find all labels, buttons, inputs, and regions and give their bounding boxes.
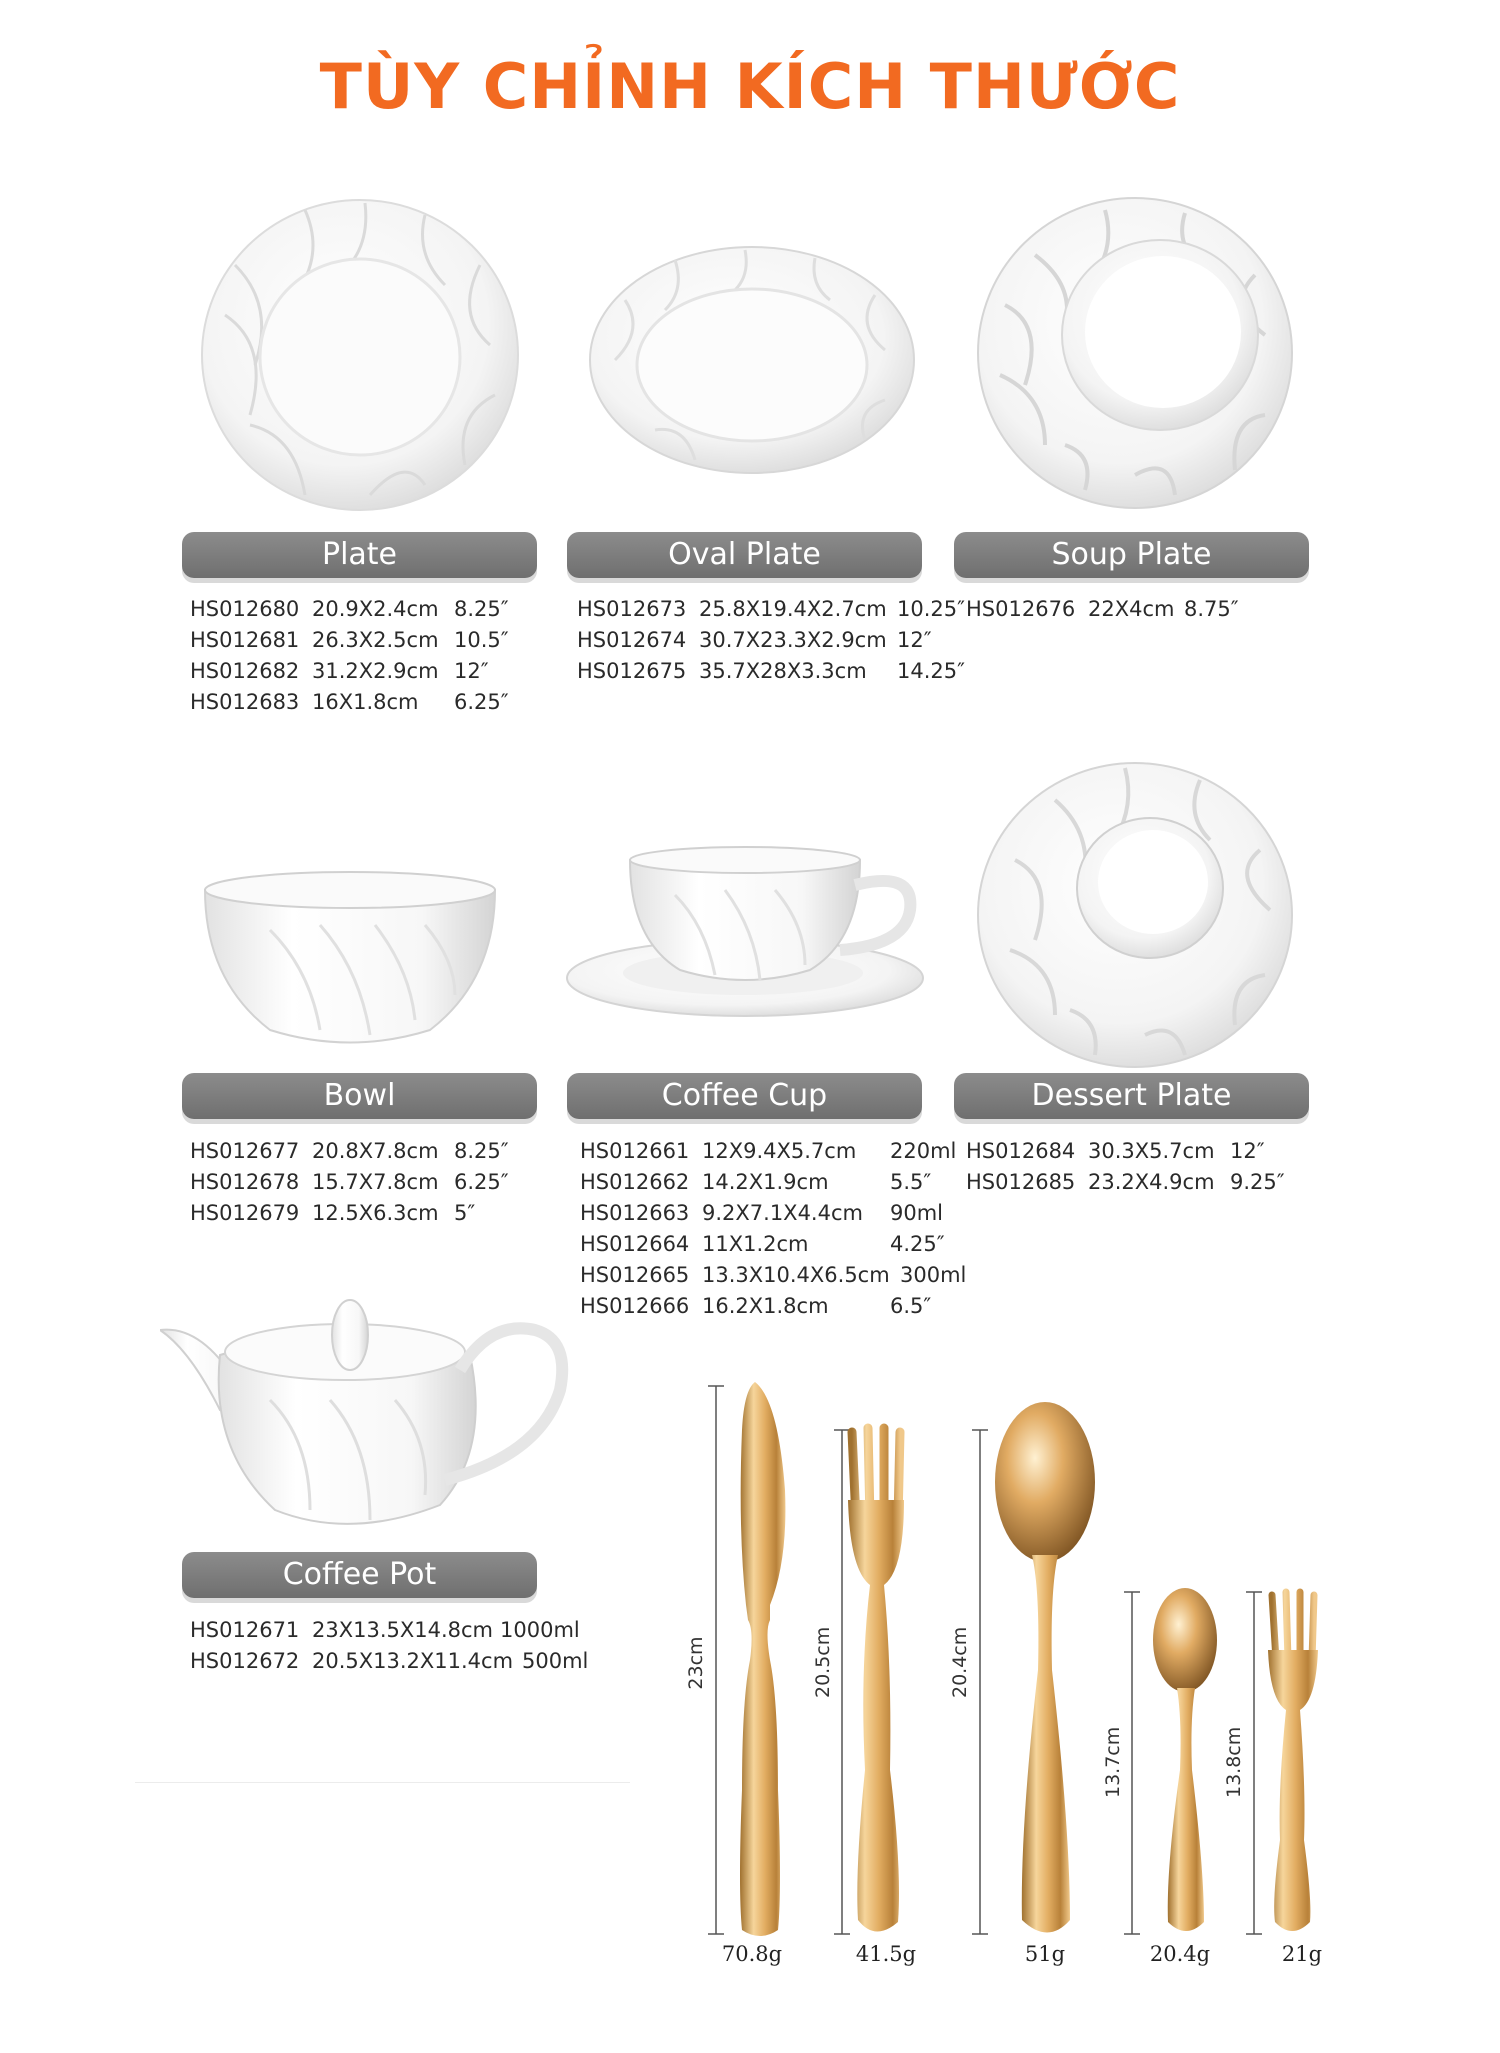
- spoon-weight: 51g: [1024, 1942, 1066, 1966]
- soup-plate-image: [975, 195, 1305, 515]
- spoon-shape: [995, 1402, 1095, 1933]
- teaspoon-shape: [1153, 1588, 1217, 1931]
- spec-row: HS012677 20.8X7.8cm 8.25″: [190, 1139, 509, 1163]
- spec-row: HS012661 12X9.4X5.7cm 220ml: [580, 1139, 957, 1163]
- knife-length-label: 23cm: [685, 1636, 707, 1690]
- spec-row: HS012685 23.2X4.9cm 9.25″: [966, 1170, 1285, 1194]
- spec-row: HS012662 14.2X1.9cm 5.5″: [580, 1170, 932, 1194]
- label-plate: Plate: [182, 532, 537, 578]
- spec-row: HS012663 9.2X7.1X4.4cm 90ml: [580, 1201, 944, 1225]
- dessert-plate-specs: [966, 1136, 1285, 1198]
- spec-row: HS012671 23X13.5X14.8cm 1000ml: [190, 1618, 580, 1642]
- divider: [135, 1782, 630, 1783]
- bowl-image: [200, 870, 500, 1050]
- label-coffee-pot: Coffee Pot: [182, 1552, 537, 1598]
- label-bowl: Bowl: [182, 1073, 537, 1119]
- spoon-length-label: 20.4cm: [949, 1626, 971, 1698]
- spec-row: HS012678 15.7X7.8cm 6.25″: [190, 1170, 509, 1194]
- spec-row: HS012675 35.7X28X3.3cm 14.25″: [577, 659, 965, 683]
- spec-row: HS012684 30.3X5.7cm 12″: [966, 1139, 1265, 1163]
- spec-row: HS012666 16.2X1.8cm 6.5″: [580, 1294, 932, 1318]
- spec-row: HS012679 12.5X6.3cm 5″: [190, 1201, 476, 1225]
- label-coffee-cup: Coffee Cup: [567, 1073, 922, 1119]
- spec-row: HS012664 11X1.2cm 4.25″: [580, 1232, 945, 1256]
- spec-row: HS012674 30.7X23.3X2.9cm 12″: [577, 628, 932, 652]
- small-fork-length-label: 13.8cm: [1223, 1726, 1245, 1798]
- spec-row: HS012680 20.9X2.4cm 8.25″: [190, 597, 509, 621]
- fork-length-label: 20.5cm: [812, 1626, 834, 1698]
- knife-weight: 70.8g: [721, 1942, 783, 1966]
- spec-row: HS012681 26.3X2.5cm 10.5″: [190, 628, 509, 652]
- cutlery-illustration: [660, 1370, 1360, 1945]
- soup-plate-specs: [966, 594, 1239, 625]
- dessert-plate-image: [975, 760, 1305, 1070]
- fork-shape: [848, 1428, 904, 1932]
- label-oval-plate: Oval Plate: [567, 532, 922, 578]
- oval-plate-image: [585, 240, 920, 480]
- label-soup-plate: Soup Plate: [954, 532, 1309, 578]
- small-fork-weight: 21g: [1281, 1942, 1323, 1966]
- spec-row: HS012683 16X1.8cm 6.25″: [190, 690, 509, 714]
- spec-row: HS012673 25.8X19.4X2.7cm 10.25″: [577, 597, 965, 621]
- plate-image: [195, 195, 525, 515]
- spec-row: HS012665 13.3X10.4X6.5cm 300ml: [580, 1263, 967, 1287]
- coffee-cup-image: [565, 845, 925, 1060]
- spec-row: HS012676 22X4cm 8.75″: [966, 597, 1239, 621]
- bowl-specs: [190, 1136, 509, 1229]
- coffee-pot-image: [160, 1290, 570, 1545]
- spec-row: HS012682 31.2X2.9cm 12″: [190, 659, 489, 683]
- fork-weight: 41.5g: [855, 1942, 917, 1966]
- coffee-pot-specs: [190, 1615, 588, 1677]
- teaspoon-weight: 20.4g: [1149, 1942, 1211, 1966]
- plate-specs: [190, 594, 509, 718]
- teaspoon-length-label: 13.7cm: [1102, 1726, 1124, 1798]
- oval-plate-specs: [577, 594, 965, 687]
- coffee-cup-specs: [580, 1136, 966, 1322]
- small-fork-shape: [1268, 1592, 1318, 1931]
- knife-shape: [740, 1382, 785, 1936]
- page-title: TÙY CHỈNH KÍCH THƯỚC: [319, 50, 1181, 123]
- spec-row: HS012672 20.5X13.2X11.4cm 500ml: [190, 1649, 589, 1673]
- label-dessert-plate: Dessert Plate: [954, 1073, 1309, 1119]
